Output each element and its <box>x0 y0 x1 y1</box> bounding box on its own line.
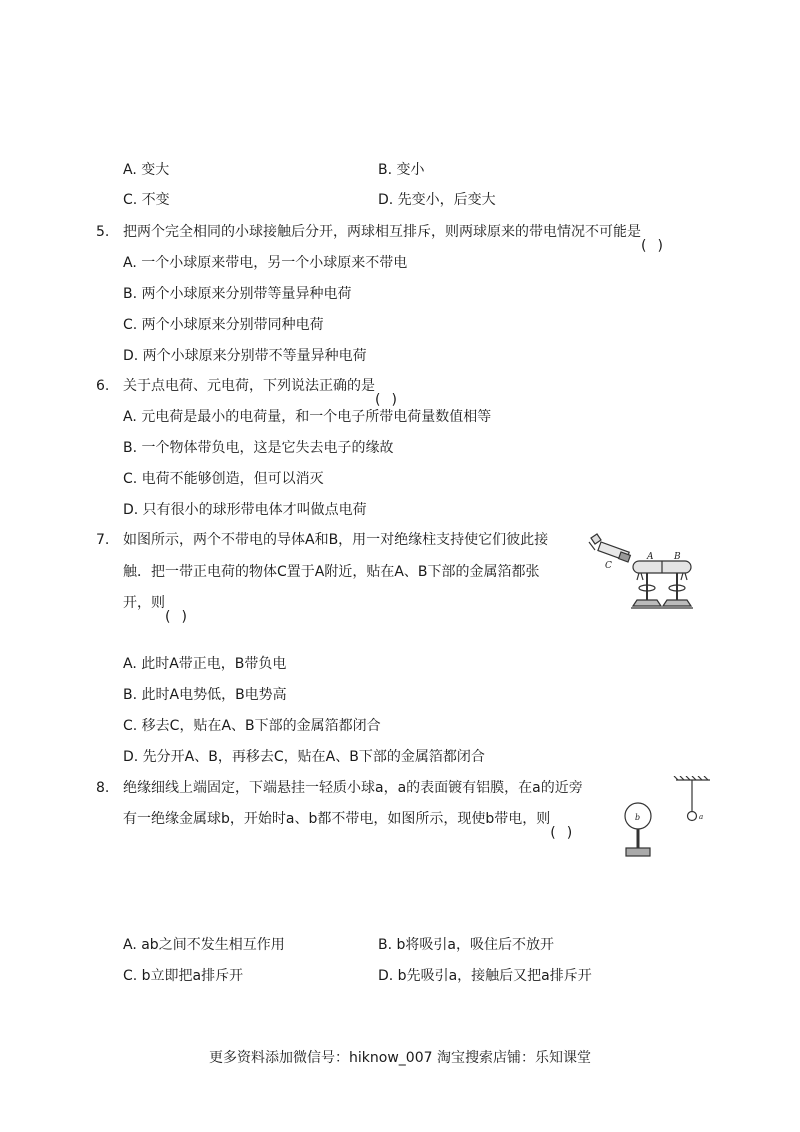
q6-option-b: B. 一个物体带负电，这是它失去电子的缘故 <box>123 440 394 456</box>
q7-option-d: D. 先分开A、B，再移去C，贴在A、B下部的金属箔都闭合 <box>123 749 485 765</box>
q7-option-a: A. 此时A带正电，B带负电 <box>123 656 287 672</box>
q8-figure-label-a: a <box>699 813 704 821</box>
q7-figure-label-a: A <box>647 552 654 562</box>
q7-option-b: B. 此时A电势低，B电势高 <box>123 687 287 703</box>
q8-figure-label-b: b <box>635 813 641 822</box>
q5-paren-close: ) <box>657 238 663 254</box>
q6-option-c: C. 电荷不能够创造，但可以消灭 <box>123 471 324 487</box>
q6-number: 6. <box>96 378 110 394</box>
q4-option-c: C. 不变 <box>123 192 170 208</box>
q8-paren-close: ) <box>566 825 573 841</box>
q6-option-d: D. 只有很小的球形带电体才叫做点电荷 <box>123 502 367 518</box>
q6-stem <box>123 376 397 408</box>
q7-stem-line-2: 触．把一带正电荷的物体C置于A附近，贴在A、B下部的金属箔都张 <box>123 564 540 580</box>
q5-option-b: B. 两个小球原来分别带等量异种电荷 <box>123 286 352 302</box>
q5-option-d: D. 两个小球原来分别带不等量异种电荷 <box>123 348 367 364</box>
q7-conductor-figure <box>585 528 715 618</box>
q7-figure-label-c: C <box>605 561 612 571</box>
q7-figure-label-b: B <box>674 552 681 562</box>
q8-number: 8. <box>96 780 110 796</box>
q6-paren-close: ) <box>391 392 397 408</box>
q5-option-c: C. 两个小球原来分别带同种电荷 <box>123 317 324 333</box>
q8-pendulum-figure <box>618 776 714 864</box>
q8-stem-line-1: 绝缘细线上端固定，下端悬挂一轻质小球a，a的表面镀有铝膜，在a的近旁 <box>123 780 583 796</box>
q8-option-c: C. b立即把a排斥开 <box>123 968 244 984</box>
q5-option-a: A. 一个小球原来带电，另一个小球原来不带电 <box>123 255 408 271</box>
q8-option-a: A. ab之间不发生相互作用 <box>123 937 285 953</box>
q5-paren-open: ( <box>641 238 647 254</box>
q8-option-b: B. b将吸引a，吸住后不放开 <box>378 937 554 953</box>
q8-option-d: D. b先吸引a，接触后又把a排斥开 <box>378 968 592 984</box>
q6-option-a: A. 元电荷是最小的电荷量，和一个电子所带电荷量数值相等 <box>123 409 492 425</box>
q8-stem-text: 有一绝缘金属球b，开始时a、b都不带电，如图所示，现使b带电，则 <box>123 811 551 827</box>
q4-option-d: D. 先变小，后变大 <box>378 192 496 208</box>
q6-stem-text: 关于点电荷、元电荷，下列说法正确的是 <box>123 378 375 394</box>
q7-stem-line-3 <box>123 593 187 625</box>
q7-stem-line-1: 如图所示，两个不带电的导体A和B，用一对绝缘柱支持使它们彼此接 <box>123 532 549 548</box>
q7-number: 7. <box>96 532 110 548</box>
q4-option-a: A. 变大 <box>123 162 170 178</box>
q5-stem-text: 把两个完全相同的小球接触后分开，两球相互排斥，则两球原来的带电情况不可能是 <box>123 224 641 240</box>
q6-paren-open: ( <box>375 392 381 408</box>
q7-paren-close: ) <box>181 609 187 625</box>
q4-option-b: B. 变小 <box>378 162 425 178</box>
q7-option-c: C. 移去C，贴在A、B下部的金属箔都闭合 <box>123 718 381 734</box>
q7-stem-text: 开，则 <box>123 595 165 611</box>
page-footer: 更多资料添加微信号：hiknow_007 淘宝搜索店铺：乐知课堂 <box>209 1050 591 1066</box>
q8-paren-open: ( <box>550 825 556 841</box>
q5-stem <box>123 222 663 254</box>
q8-stem-line-2 <box>123 809 573 841</box>
q5-number: 5. <box>96 224 110 240</box>
q7-paren-open: ( <box>165 609 171 625</box>
